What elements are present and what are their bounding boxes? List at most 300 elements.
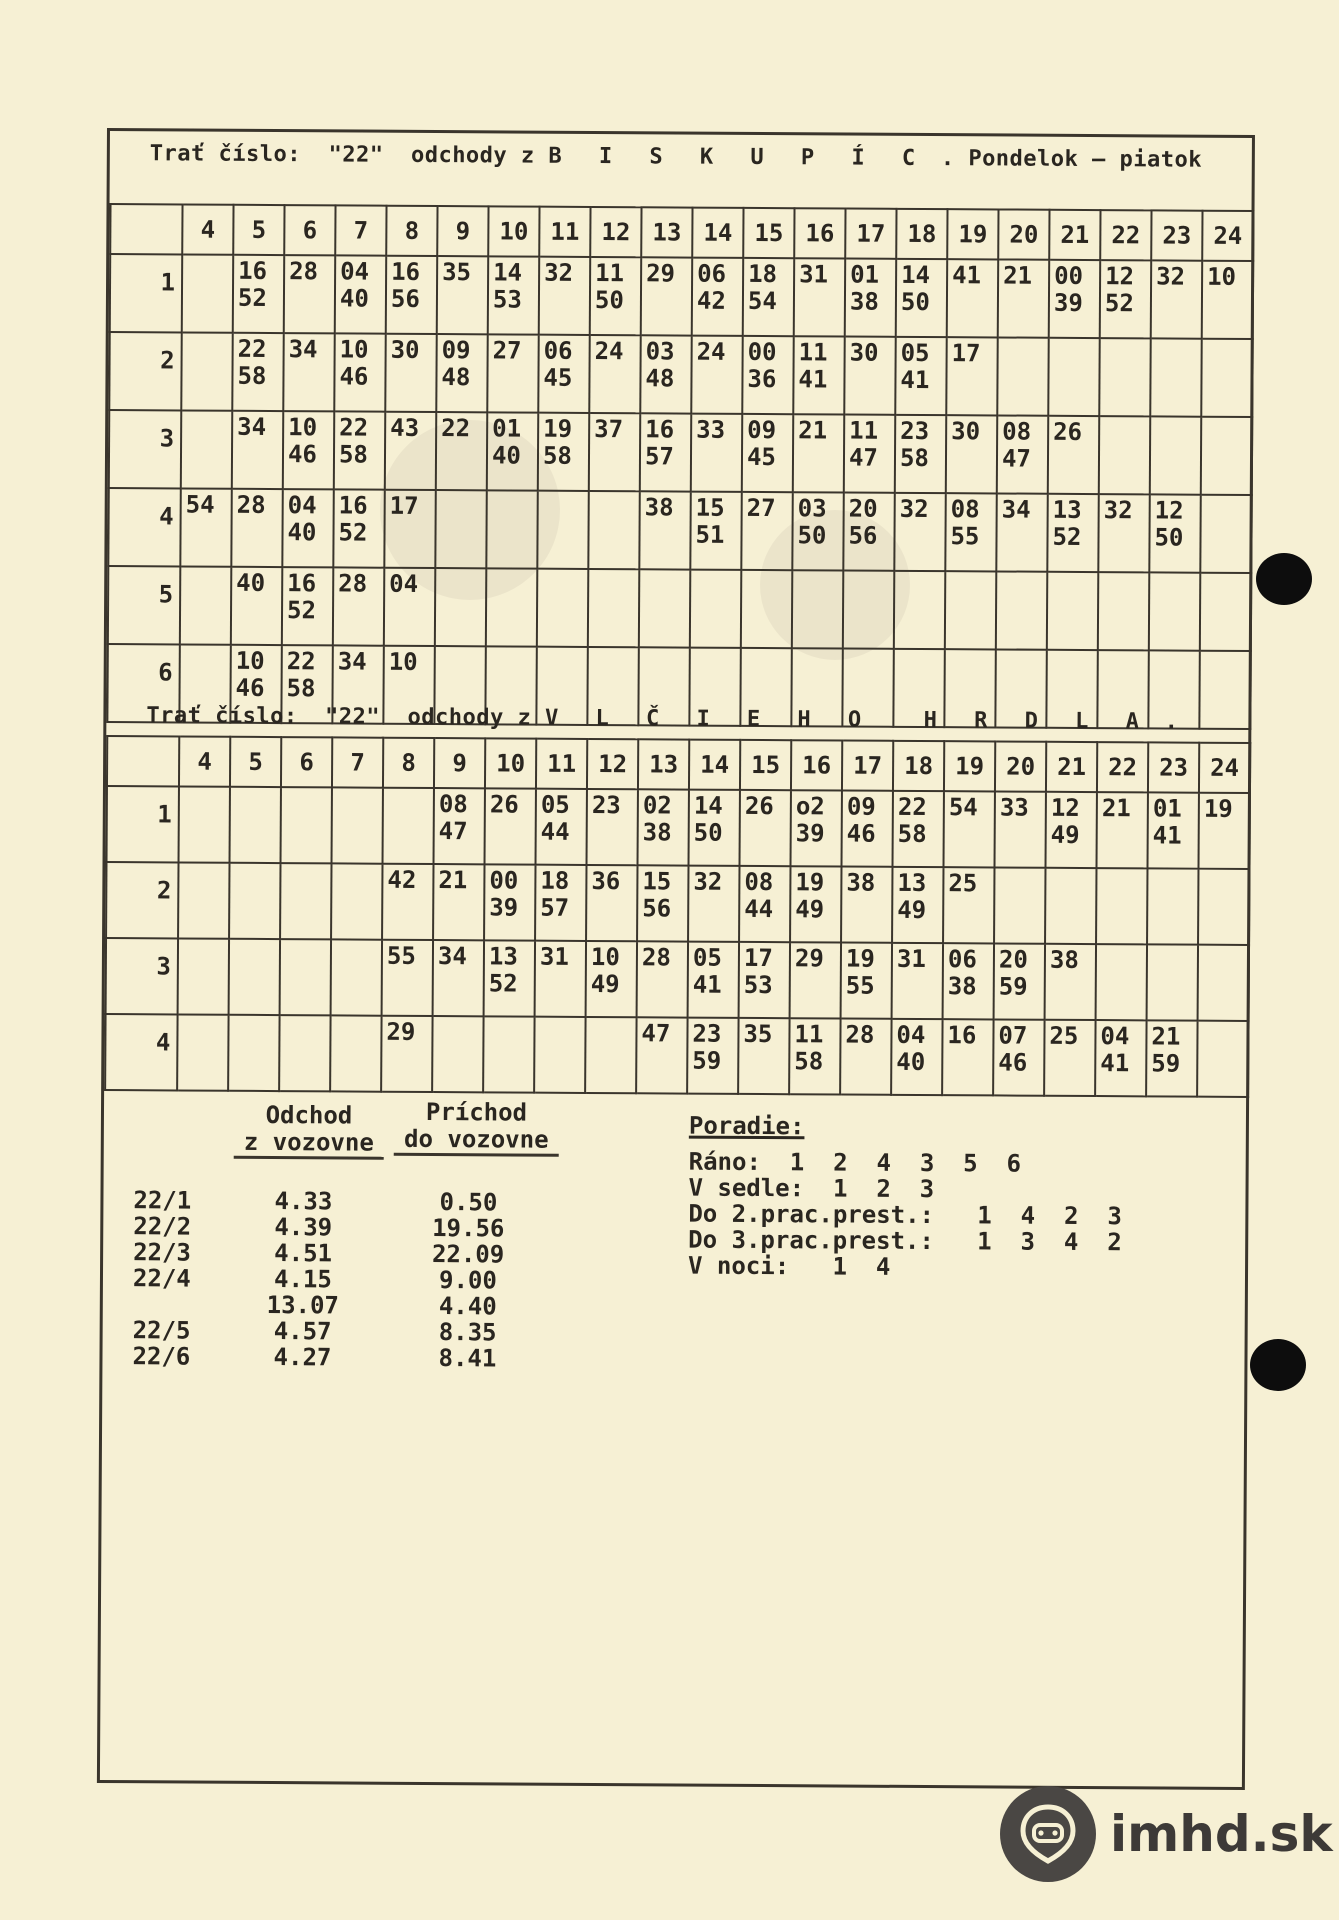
departure-cell (1044, 1020, 1095, 1096)
departure-cell (690, 570, 741, 648)
departure-minutes: 28 (845, 1020, 875, 1049)
departure-cell (1200, 573, 1251, 651)
row-number: 3 (106, 938, 178, 1014)
departure-minutes: 21 (798, 416, 828, 445)
departure-cell (794, 258, 845, 336)
departure-cell (946, 415, 997, 493)
depot-odchod-time: 13.07 (266, 1290, 340, 1320)
departure-minutes: 04 40 (339, 257, 370, 313)
departure-cell (793, 414, 844, 492)
departure-cell (892, 943, 943, 1019)
departure-cell (1201, 417, 1252, 495)
departure-cell (229, 939, 280, 1015)
departure-cell (1045, 944, 1096, 1020)
section2-title: Trať číslo: "22" odchody z V L Č I E H O H R D L A . (146, 703, 1179, 735)
schedule-table-biskupice (106, 203, 1254, 730)
imhd-logo (1000, 1784, 1333, 1884)
row-number: 1 (110, 254, 182, 332)
hour-header: 14 (689, 740, 740, 790)
departure-minutes: 15 56 (642, 867, 672, 923)
depot-line-id: 22/1 (133, 1186, 192, 1215)
hour-header: 11 (536, 739, 587, 789)
imhd-logo-icon (1000, 1786, 1096, 1882)
departure-minutes: 34 (337, 647, 367, 676)
departure-cell (483, 1016, 534, 1092)
departure-minutes: 18 57 (540, 866, 570, 922)
departure-minutes: 13 52 (488, 942, 518, 998)
hour-header: 16 (791, 740, 842, 790)
poradie-rows (688, 1149, 1122, 1282)
departure-minutes: 28 (236, 490, 266, 519)
departure-minutes: 02 38 (642, 791, 672, 847)
departure-cell (790, 866, 841, 942)
departure-cell (636, 1017, 687, 1093)
schedule-row (110, 254, 1253, 339)
hour-header: 5 (233, 205, 284, 255)
hour-header: 17 (842, 741, 893, 791)
departure-cell (383, 788, 434, 864)
departure-minutes: 22 58 (237, 334, 267, 390)
departure-minutes: 38 (1049, 945, 1079, 974)
depot-odchod-time: 4.39 (274, 1213, 333, 1242)
departure-cell (182, 254, 233, 332)
departure-minutes: 07 46 (998, 1021, 1028, 1077)
departure-cell (588, 569, 639, 647)
depot-odchod-time: 4.57 (273, 1317, 332, 1346)
departure-cell (381, 1016, 432, 1092)
departure-cell (1198, 793, 1249, 869)
hour-header: 6 (281, 737, 332, 787)
hour-header: 4 (182, 204, 233, 254)
departure-minutes: 31 (896, 944, 926, 974)
poradie-row: Do 2.prac.prest.: 1 4 2 3 (688, 1199, 1122, 1231)
departure-minutes: 33 (999, 793, 1029, 822)
depot-prichod-time: 8.35 (438, 1318, 497, 1347)
departure-cell (1099, 416, 1150, 494)
departure-cell (232, 333, 283, 411)
poradie-block (688, 1113, 1122, 1282)
departure-cell (1045, 868, 1096, 944)
departure-cell (637, 941, 688, 1017)
departure-minutes: 14 53 (492, 258, 523, 314)
schedule-row (108, 488, 1251, 573)
departure-cell (1151, 260, 1202, 338)
departure-minutes: 34 (437, 942, 467, 971)
departure-cell (484, 864, 535, 940)
row-number: 4 (105, 1014, 177, 1090)
departure-cell (689, 790, 740, 866)
departure-cell (843, 571, 894, 649)
departure-cell (177, 1014, 228, 1090)
hour-header: 8 (386, 206, 437, 256)
departure-minutes: 10 46 (287, 413, 318, 469)
departure-cell (435, 568, 486, 646)
departure-minutes: 37 (594, 414, 624, 444)
departure-cell (1048, 416, 1099, 494)
departure-minutes: 16 (947, 1021, 977, 1050)
departure-minutes: 27 (746, 493, 776, 523)
departure-minutes: 05 41 (692, 943, 722, 999)
departure-cell (538, 335, 589, 413)
departure-cell (283, 411, 334, 489)
hour-header: 22 (1097, 742, 1148, 792)
departure-cell (280, 939, 331, 1015)
departure-minutes: 31 (539, 942, 569, 971)
departure-minutes: 08 55 (950, 495, 980, 551)
depot-prichod-time: 4.40 (438, 1292, 497, 1321)
departure-cell (792, 492, 843, 570)
departure-minutes: 21 (438, 866, 468, 895)
departure-minutes: 17 (389, 491, 419, 520)
departure-cell (687, 1018, 738, 1094)
departure-minutes: 20 59 (998, 945, 1028, 1001)
departure-minutes: 10 (1207, 262, 1237, 291)
depot-odchod-time: 4.27 (273, 1343, 332, 1372)
departure-minutes: 32 (1103, 496, 1133, 525)
schedule-row (108, 566, 1251, 651)
departure-cell (845, 259, 896, 337)
hour-header: 14 (692, 208, 743, 258)
hour-header: 18 (893, 741, 944, 791)
departure-cell (1147, 944, 1198, 1020)
row-number: 1 (107, 786, 179, 862)
departure-cell (331, 939, 382, 1015)
departure-cell (639, 569, 690, 647)
hour-header: 15 (740, 740, 791, 790)
departure-minutes: 34 (237, 412, 267, 441)
depot-odchod-time: 4.33 (274, 1187, 333, 1216)
departure-cell (1201, 339, 1252, 417)
departure-cell (231, 489, 282, 567)
departure-cell (1150, 416, 1201, 494)
departure-minutes: 03 48 (645, 337, 675, 393)
departure-cell (1049, 260, 1100, 338)
departure-minutes: 19 49 (795, 868, 825, 924)
departure-minutes: 11 50 (594, 258, 625, 315)
departure-cell (1199, 651, 1250, 729)
departure-minutes: 04 41 (1100, 1022, 1130, 1078)
hour-header-row (107, 736, 1250, 793)
departure-minutes: 40 (236, 568, 266, 597)
departure-minutes: 17 (951, 339, 981, 368)
departure-cell (1197, 1021, 1248, 1097)
hour-header: 11 (539, 207, 590, 257)
schedule-table-vlcie-hrdlo (104, 735, 1251, 1098)
departure-cell (434, 788, 485, 864)
departure-cell (589, 335, 640, 413)
departure-cell (893, 791, 944, 867)
departure-minutes: 01 40 (491, 414, 522, 470)
departure-cell (436, 412, 487, 490)
departure-cell (1198, 945, 1249, 1021)
hour-header: 9 (437, 206, 488, 256)
odchod-header: Odchod z vozovne (234, 1102, 384, 1160)
departure-cell (433, 940, 484, 1016)
departure-minutes: 03 50 (797, 494, 827, 550)
departure-minutes: 13 52 (1052, 495, 1082, 551)
departure-cell (1096, 944, 1147, 1020)
departure-cell (384, 568, 435, 646)
depot-line-column (132, 1187, 213, 1369)
departure-minutes: 24 (696, 337, 726, 366)
departure-cell (640, 413, 691, 491)
departure-cell (1098, 572, 1149, 650)
row-number: 6 (107, 644, 179, 722)
departure-cell (640, 335, 691, 413)
departure-cell (178, 862, 229, 938)
departure-cell (997, 337, 1048, 415)
departure-minutes: 32 (899, 494, 929, 524)
departure-minutes: 16 56 (390, 257, 421, 313)
schedule-row (106, 862, 1249, 945)
poradie-row: V noci: 1 4 (687, 1251, 891, 1281)
departure-minutes: 09 45 (746, 415, 777, 472)
depot-line-id: 22/2 (133, 1212, 192, 1241)
departure-minutes: 10 46 (235, 646, 265, 702)
departure-cell (280, 863, 331, 939)
departure-cell (1047, 572, 1098, 650)
departure-cell (537, 569, 588, 647)
departure-cell (1098, 494, 1149, 572)
departure-cell (1100, 260, 1151, 338)
departure-cell (485, 788, 536, 864)
departure-cell (331, 863, 382, 939)
departure-cell (335, 255, 386, 333)
departure-cell (178, 938, 229, 1014)
departure-cell (233, 255, 284, 333)
poradie-row: Ráno: 1 2 4 3 5 6 (688, 1147, 1022, 1178)
hour-header: 4 (179, 736, 230, 786)
departure-cell (740, 790, 791, 866)
departure-cell (384, 490, 435, 568)
hour-header: 17 (845, 209, 896, 259)
row-number: 5 (108, 566, 180, 644)
departure-cell (487, 334, 538, 412)
depot-odchod-time: 4.15 (273, 1265, 332, 1294)
departure-cell (844, 337, 895, 415)
departure-cell (534, 1017, 585, 1093)
departure-cell (436, 334, 487, 412)
departure-cell (998, 259, 1049, 337)
departure-minutes: 01 41 (1152, 794, 1182, 850)
departure-minutes: 23 58 (899, 416, 930, 473)
departure-cell (790, 942, 841, 1018)
punch-hole (1250, 1339, 1306, 1391)
departure-minutes: 04 40 (896, 1020, 926, 1077)
departure-cell (181, 332, 232, 410)
departure-cell (994, 791, 1045, 867)
departure-minutes: 09 48 (441, 336, 471, 392)
departure-minutes: 14 50 (900, 260, 931, 317)
departure-cell (1150, 338, 1201, 416)
departure-cell (688, 866, 739, 942)
hour-header: 12 (587, 739, 638, 789)
hour-header: 20 (998, 209, 1049, 259)
departure-minutes: 13 49 (897, 868, 927, 925)
departure-cell (487, 412, 538, 490)
departure-cell (282, 567, 333, 645)
departure-minutes: 19 55 (845, 944, 875, 1000)
departure-minutes: 32 (1156, 262, 1186, 291)
schedule-row (106, 938, 1249, 1021)
hour-header: 18 (896, 209, 947, 259)
departure-minutes: 43 (390, 413, 420, 442)
departure-cell (535, 865, 586, 941)
departure-cell (180, 488, 231, 566)
departure-minutes: 14 50 (693, 791, 723, 847)
departure-minutes: 22 (441, 414, 471, 443)
hour-header: 23 (1148, 742, 1199, 792)
depot-prichod-time: 9.00 (438, 1266, 497, 1295)
departure-cell (536, 789, 587, 865)
departure-minutes: 55 (386, 941, 416, 970)
departure-minutes: 00 36 (747, 337, 777, 394)
departure-minutes: 24 (594, 336, 624, 366)
section1-title: Trať číslo: "22" odchody z B I S K U P Í C . Pondelok – piatok (149, 141, 1203, 173)
departure-cell (742, 336, 793, 414)
departure-minutes: o2 39 (795, 792, 825, 848)
row-number: 4 (108, 488, 180, 566)
departure-minutes: 21 (1101, 794, 1131, 823)
departure-minutes: 34 (288, 335, 318, 364)
hour-header: 10 (488, 206, 539, 256)
departure-cell (896, 259, 947, 337)
hour-header: 21 (1046, 742, 1097, 792)
hour-header-row (110, 204, 1253, 261)
departure-minutes: 47 (641, 1019, 671, 1048)
depot-line-id (133, 1291, 213, 1317)
schedule-row (107, 786, 1250, 869)
departure-cell (741, 570, 792, 648)
departure-minutes: 25 (948, 869, 978, 898)
departure-minutes: 22 58 (286, 647, 316, 703)
departure-cell (228, 1015, 279, 1091)
prichod-header: Príchod do vozovne (394, 1099, 559, 1157)
depot-prichod-column (402, 1189, 533, 1372)
departure-cell (334, 411, 385, 489)
hour-header: 5 (230, 737, 281, 787)
departure-cell (791, 790, 842, 866)
departure-minutes: 21 (1003, 261, 1033, 290)
departure-minutes: 04 40 (287, 491, 317, 547)
departure-cell (692, 258, 743, 336)
departure-minutes: 00 39 (489, 866, 519, 922)
departure-cell (433, 864, 484, 940)
departure-minutes: 30 (951, 417, 981, 446)
departure-minutes: 26 (744, 791, 774, 821)
departure-minutes: 15 51 (695, 493, 725, 549)
departure-cell (1146, 1020, 1197, 1096)
imhd-logo-text: imhd.sk (1110, 1805, 1333, 1863)
departure-cell (486, 490, 537, 568)
departure-cell (945, 493, 996, 571)
departure-cell (279, 1015, 330, 1091)
departure-minutes: 22 58 (338, 413, 369, 469)
departure-cell (1198, 869, 1249, 945)
departure-minutes: 25 (1049, 1021, 1079, 1050)
departure-minutes: 38 (846, 868, 876, 897)
departure-cell (1095, 1020, 1146, 1096)
departure-cell (840, 1018, 891, 1094)
departure-cell (944, 791, 995, 867)
departure-minutes: 36 (591, 866, 621, 896)
departure-cell (942, 1019, 993, 1095)
departure-cell (435, 490, 486, 568)
depot-prichod-time: 22.09 (431, 1240, 505, 1269)
departure-cell (943, 943, 994, 1019)
departure-minutes: 09 46 (846, 792, 876, 848)
punch-hole (1256, 553, 1312, 605)
departure-minutes: 29 (646, 259, 676, 288)
departure-cell (1147, 868, 1198, 944)
departure-minutes: 42 (387, 865, 417, 894)
poradie-heading: Poradie: (688, 1111, 805, 1141)
departure-cell (996, 571, 1047, 649)
schedule-row (109, 410, 1252, 495)
departure-cell (996, 493, 1047, 571)
departure-minutes: 04 (389, 569, 419, 598)
departure-minutes: 05 44 (540, 790, 570, 846)
departure-cell (789, 1018, 840, 1094)
departure-cell (333, 567, 384, 645)
departure-minutes: 00 39 (1053, 261, 1084, 317)
departure-minutes: 18 54 (747, 259, 778, 316)
departure-minutes: 06 42 (696, 259, 727, 315)
hour-header: 7 (332, 737, 383, 787)
departure-minutes: 33 (696, 415, 726, 444)
departure-cell (741, 492, 792, 570)
departure-minutes: 32 (544, 258, 574, 287)
departure-cell (332, 787, 383, 863)
departure-minutes: 12 52 (1104, 262, 1135, 318)
timetable-sheet (97, 128, 1255, 1790)
departure-cell (588, 491, 639, 569)
hour-header: 10 (485, 738, 536, 788)
departure-cell (895, 415, 946, 493)
departure-minutes: 32 (693, 867, 723, 896)
departure-cell (334, 333, 385, 411)
departure-cell (842, 791, 893, 867)
departure-cell (386, 256, 437, 334)
departure-cell (1149, 494, 1200, 572)
departure-minutes: 06 38 (947, 945, 977, 1001)
departure-minutes: 16 52 (237, 256, 268, 312)
departure-cell (486, 568, 537, 646)
departure-minutes: 06 45 (543, 336, 573, 392)
departure-minutes: 08 47 (1001, 417, 1032, 473)
departure-minutes: 28 (338, 569, 368, 598)
hour-header: 16 (794, 208, 845, 258)
departure-cell (385, 334, 436, 412)
departure-cell (637, 865, 688, 941)
schedule-row (105, 1014, 1248, 1097)
departure-cell (283, 333, 334, 411)
departure-cell (894, 571, 945, 649)
departure-cell (994, 943, 1045, 1019)
departure-cell (743, 258, 794, 336)
departure-cell (946, 337, 997, 415)
departure-cell (994, 867, 1045, 943)
departure-cell (738, 1018, 789, 1094)
hour-header: 21 (1049, 210, 1100, 260)
hour-header: 7 (335, 205, 386, 255)
row-number: 3 (109, 410, 181, 488)
departure-cell (585, 1017, 636, 1093)
hour-header: 8 (383, 738, 434, 788)
hour-header: 13 (638, 739, 689, 789)
departure-minutes: 22 58 (897, 792, 927, 849)
departure-cell (841, 942, 892, 1018)
